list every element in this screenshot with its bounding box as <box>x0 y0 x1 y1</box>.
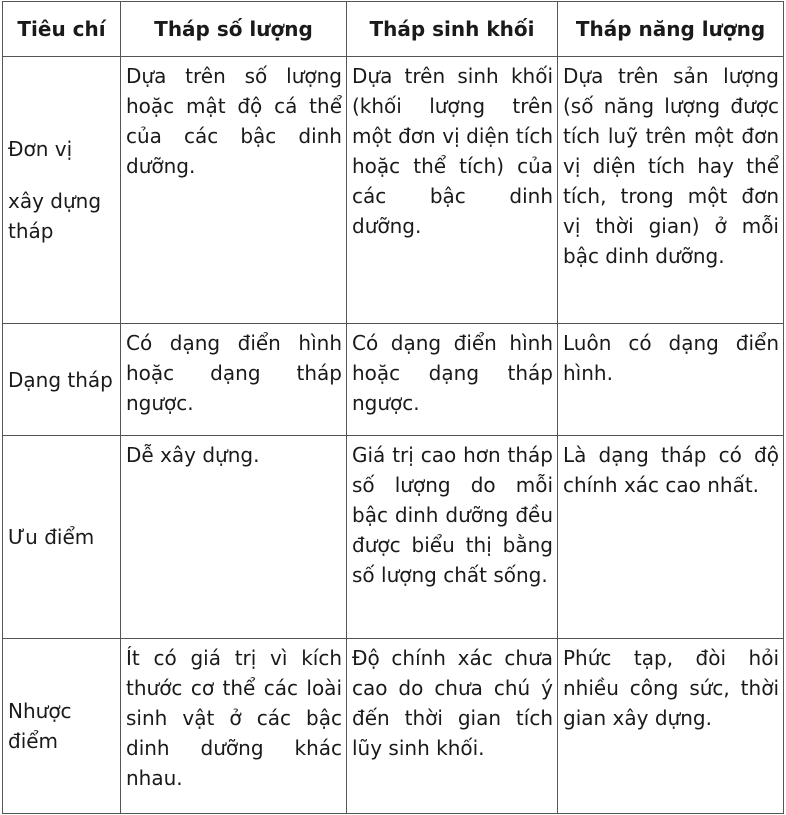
table-row <box>3 639 784 814</box>
row-criterion: Dạng tháp <box>3 324 121 436</box>
header-number-pyramid: Tháp số lượng <box>121 2 347 57</box>
cell-energy-pyramid: Phức tạp, đòi hỏi nhiều công sức, thời gian xây dựng. <box>558 639 784 814</box>
cell-number-pyramid: Ít có giá trị vì kích thước cơ thể các loài sinh vật ở các bậc dinh dưỡng khác nhau. <box>121 639 347 814</box>
table-row <box>3 324 784 436</box>
cell-energy-pyramid: Dựa trên sản lượng (số năng lượng được tích luỹ trên một đơn vị diện tích hay thể tích, trong một đơn vị thời gian) ở mỗi bậc dinh dưỡng. <box>558 57 784 324</box>
table-row <box>3 436 784 639</box>
comparison-table <box>2 1 784 814</box>
row-criterion <box>3 57 121 324</box>
header-criterion: Tiêu chí <box>3 2 121 57</box>
cell-energy-pyramid: Luôn có dạng điển hình. <box>558 324 784 436</box>
cell-biomass-pyramid: Dựa trên sinh khối (khối lượng trên một đơn vị diện tích hoặc thể tích) của các bậc dinh dưỡng. <box>347 57 558 324</box>
cell-energy-pyramid: Là dạng tháp có độ chính xác cao nhất. <box>558 436 784 639</box>
header-row <box>3 2 784 57</box>
row-criterion: Nhược điểm <box>3 639 121 814</box>
cell-number-pyramid: Có dạng điển hình hoặc dạng tháp ngược. <box>121 324 347 436</box>
header-energy-pyramid: Tháp năng lượng <box>558 2 784 57</box>
cell-biomass-pyramid: Có dạng điển hình hoặc dạng tháp ngược. <box>347 324 558 436</box>
cell-biomass-pyramid: Độ chính xác chưa cao do chưa chú ý đến thời gian tích lũy sinh khối. <box>347 639 558 814</box>
criterion-line: Đơn vị <box>8 137 73 161</box>
cell-number-pyramid: Dễ xây dựng. <box>121 436 347 639</box>
row-criterion: Ưu điểm <box>3 436 121 639</box>
header-biomass-pyramid: Tháp sinh khối <box>347 2 558 57</box>
cell-biomass-pyramid: Giá trị cao hơn tháp số lượng do mỗi bậc dinh dưỡng đều được biểu thị bằng số lượng chất sống. <box>347 436 558 639</box>
criterion-line: xây dựng tháp <box>8 189 102 243</box>
table-row <box>3 57 784 324</box>
cell-number-pyramid: Dựa trên số lượng hoặc mật độ cá thể của các bậc dinh dưỡng. <box>121 57 347 324</box>
